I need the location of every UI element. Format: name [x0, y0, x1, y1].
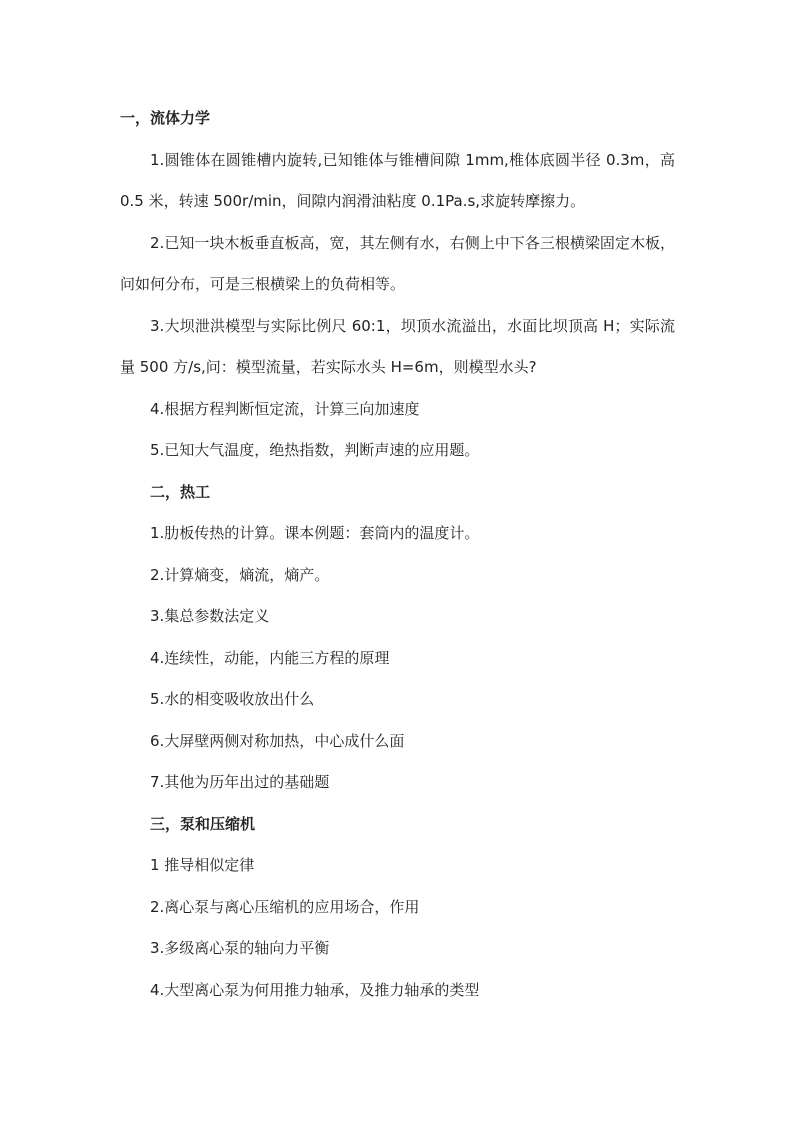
question-item: 4.大型离心泵为何用推力轴承，及推力轴承的类型	[150, 980, 480, 999]
document-body	[120, 98, 675, 1011]
question-item: 4.连续性，动能，内能三方程的原理	[150, 648, 390, 667]
question-item: 3.多级离心泵的轴向力平衡	[150, 939, 330, 957]
question-item: 4.根据方程判断恒定流，计算三向加速度	[150, 399, 420, 418]
section-heading: 一，流体力学	[120, 109, 211, 127]
section-heading: 三，泵和压缩机	[150, 814, 256, 833]
question-item: 3.集总参数法定义	[150, 607, 270, 625]
section-heading: 二，热工	[150, 482, 211, 501]
question-item: 2.计算熵变，熵流，熵产。	[150, 565, 330, 584]
question-item: 5.已知大气温度，绝热指数，判断声速的应用题。	[150, 441, 480, 459]
question-item: 7.其他为历年出过的基础题	[150, 773, 330, 791]
question-item: 2.离心泵与离心压缩机的应用场合，作用	[150, 897, 420, 916]
question-item: 1.圆锥体在圆锥槽内旋转,已知锥体与锥槽间隙 1mm,椎体底圆半径 0.3m，高 0.5 米，转速 500r/min，间隙内润滑油粘度 0.1Pa.s,求旋转摩擦力。	[120, 150, 675, 210]
question-item: 1 推导相似定律	[150, 856, 255, 874]
question-item: 5.水的相变吸收放出什么	[150, 690, 315, 708]
question-item: 6.大屏壁两侧对称加热，中心成什么面	[150, 731, 405, 750]
question-item: 1.肋板传热的计算。课本例题：套筒内的温度计。	[150, 524, 480, 542]
question-item: 2.已知一块木板垂直板高，宽，其左侧有水，右侧上中下各三根横梁固定木板，问如何分布，可是三根横梁上的负荷相等。	[120, 233, 675, 293]
question-item: 3.大坝泄洪模型与实际比例尺 60:1，坝顶水流溢出，水面比坝顶高 H；实际流量 500 方/s,问：模型流量，若实际水头 H=6m，则模型水头?	[120, 316, 675, 376]
